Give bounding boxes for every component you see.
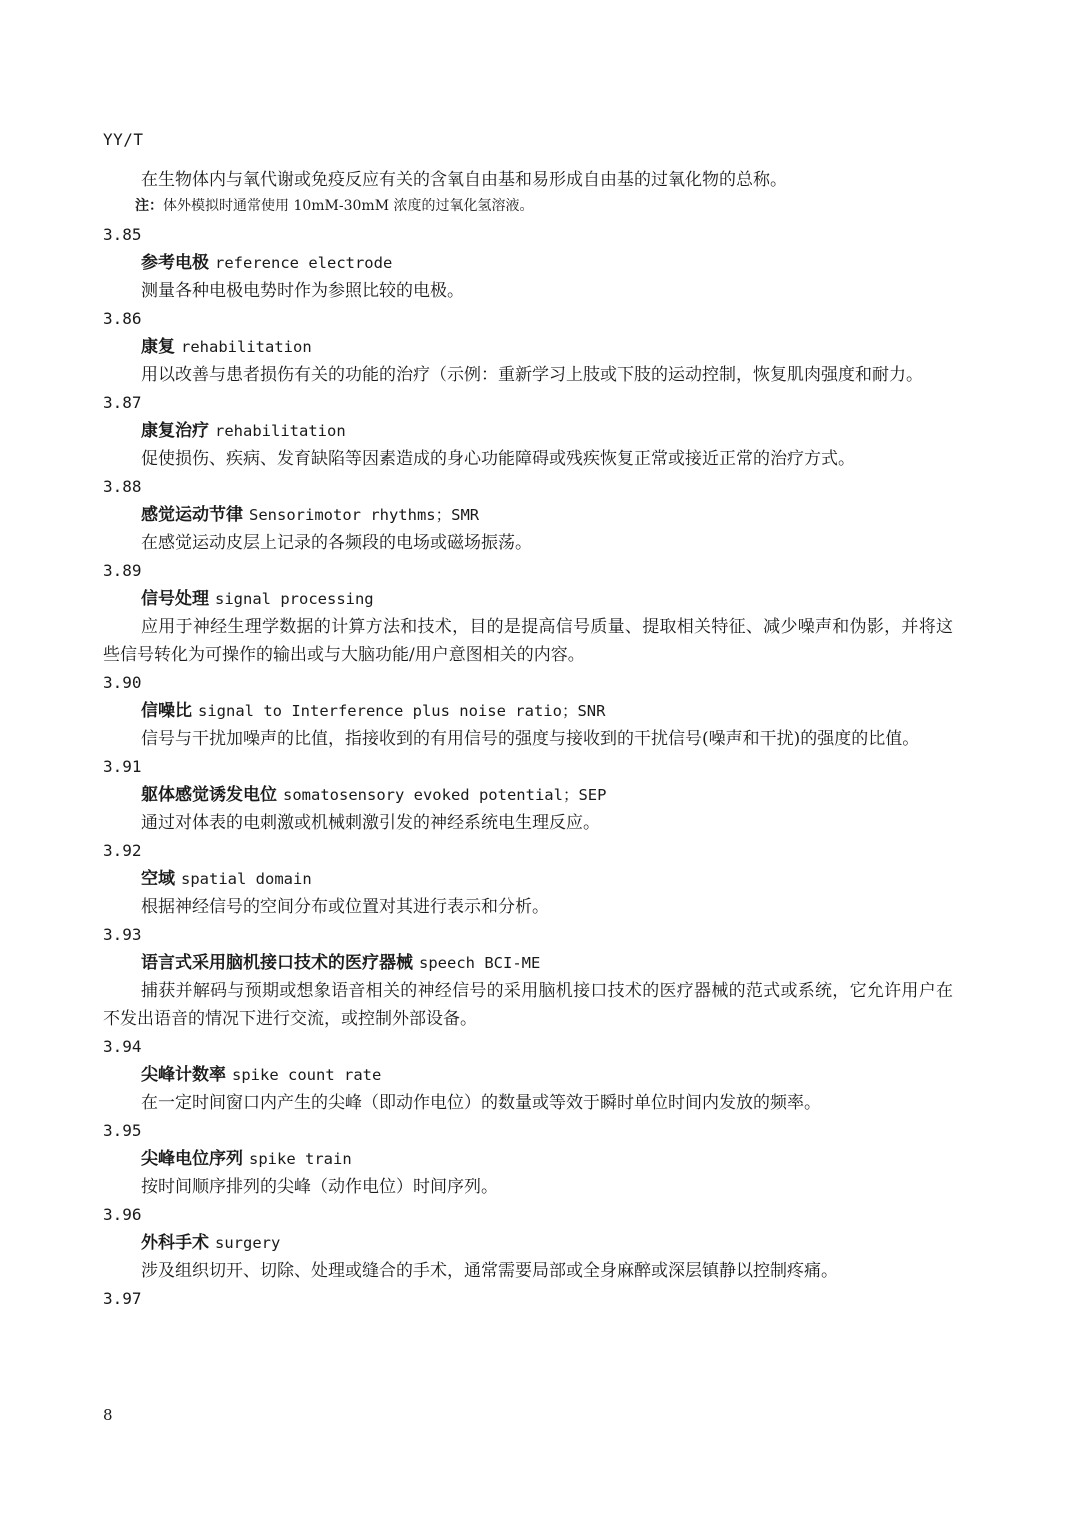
term-en: signal processing [215, 590, 374, 608]
entry-term [103, 333, 953, 361]
entry-term [103, 949, 953, 977]
entry-definition: 应用于神经生理学数据的计算方法和技术，目的是提高信号质量、提取相关特征、减少噪声和伪影，并将这些信号转化为可操作的输出或与大脑功能/用户意图相关的内容。 [103, 617, 953, 665]
entry-definition: 用以改善与患者损伤有关的功能的治疗（示例：重新学习上肢或下肢的运动控制，恢复肌肉强度和耐力。 [141, 365, 923, 385]
entry [103, 1033, 953, 1117]
entry-number: 3.95 [103, 1121, 142, 1140]
entry [103, 753, 953, 837]
term-zh: 语言式采用脑机接口技术的医疗器械 [141, 953, 413, 973]
entry [103, 221, 953, 305]
entry-number: 3.96 [103, 1205, 142, 1224]
entry [103, 389, 953, 473]
term-zh: 尖峰电位序列 [141, 1149, 243, 1169]
entry-term [103, 1061, 953, 1089]
entry [103, 921, 953, 1033]
entry-definition: 按时间顺序排列的尖峰（动作电位）时间序列。 [141, 1177, 498, 1197]
entry-definition: 信号与干扰加噪声的比值，指接收到的有用信号的强度与接收到的干扰信号(噪声和干扰)的强度的比值。 [141, 729, 920, 749]
entry-term [103, 417, 953, 445]
entry-number: 3.87 [103, 393, 142, 412]
term-en: rehabilitation [215, 422, 346, 440]
entry-term [103, 781, 953, 809]
term-en: reference electrode [215, 254, 393, 272]
term-en: Sensorimotor rhythms；SMR [249, 506, 480, 524]
note-text: 体外模拟时通常使用 10mM-30mM 浓度的过氧化氢溶液。 [163, 198, 534, 214]
term-en: rehabilitation [181, 338, 312, 356]
entry-term [103, 501, 953, 529]
term-zh: 信噪比 [141, 701, 192, 721]
entry-number: 3.92 [103, 841, 142, 860]
term-en: spike train [249, 1150, 352, 1168]
entry-definition: 通过对体表的电刺激或机械刺激引发的神经系统电生理反应。 [141, 813, 600, 833]
entry-number: 3.97 [103, 1289, 142, 1308]
entry-number: 3.93 [103, 925, 142, 944]
term-zh: 外科手术 [141, 1233, 209, 1253]
entry [103, 669, 953, 753]
term-en: signal to Interference plus noise ratio；SNR [198, 702, 606, 720]
entry-definition: 在感觉运动皮层上记录的各频段的电场或磁场振荡。 [141, 533, 532, 553]
term-zh: 空域 [141, 869, 175, 889]
term-zh: 躯体感觉诱发电位 [141, 785, 277, 805]
term-en: spike count rate [232, 1066, 382, 1084]
entry-term [103, 1229, 953, 1257]
entry-term [103, 1145, 953, 1173]
entry [103, 837, 953, 921]
entry-term [103, 697, 953, 725]
page-content [103, 166, 953, 1313]
term-en: speech BCI-ME [419, 954, 541, 972]
entry-definition: 测量各种电极电势时作为参照比较的电极。 [141, 281, 464, 301]
entry-number: 3.85 [103, 225, 142, 244]
term-zh: 尖峰计数率 [141, 1065, 226, 1085]
term-en: somatosensory evoked potential；SEP [283, 786, 607, 804]
entry-number: 3.91 [103, 757, 142, 776]
entry-number: 3.86 [103, 309, 142, 328]
entry-definition: 在一定时间窗口内产生的尖峰（即动作电位）的数量或等效于瞬时单位时间内发放的频率。 [141, 1093, 821, 1113]
term-zh: 感觉运动节律 [141, 505, 243, 525]
entry-definition: 根据神经信号的空间分布或位置对其进行表示和分析。 [141, 897, 549, 917]
entry [103, 473, 953, 557]
entry [103, 305, 953, 389]
entry [103, 1201, 953, 1285]
entry-term [103, 865, 953, 893]
note [103, 194, 953, 218]
standard-code: YY/T [103, 130, 144, 149]
term-en: spatial domain [181, 870, 312, 888]
entry-number: 3.88 [103, 477, 142, 496]
term-zh: 康复 [141, 337, 175, 357]
entry-number: 3.90 [103, 673, 142, 692]
term-zh: 信号处理 [141, 589, 209, 609]
page-number: 8 [103, 1406, 113, 1424]
entry [103, 1117, 953, 1201]
note-label: 注： [135, 198, 163, 214]
intro-paragraph: 在生物体内与氧代谢或免疫反应有关的含氧自由基和易形成自由基的过氧化物的总称。 [141, 170, 787, 190]
entry [103, 557, 953, 669]
entry-definition: 促使损伤、疾病、发育缺陷等因素造成的身心功能障碍或残疾恢复正常或接近正常的治疗方式。 [141, 449, 855, 469]
entry-definition: 捕获并解码与预期或想象语音相关的神经信号的采用脑机接口技术的医疗器械的范式或系统，它允许用户在不发出语音的情况下进行交流，或控制外部设备。 [103, 981, 953, 1029]
term-en: surgery [215, 1234, 281, 1252]
entry-term [103, 585, 953, 613]
entry-number: 3.89 [103, 561, 142, 580]
entry-term [103, 249, 953, 277]
term-zh: 康复治疗 [141, 421, 209, 441]
entry-number: 3.94 [103, 1037, 142, 1056]
entry-definition: 涉及组织切开、切除、处理或缝合的手术，通常需要局部或全身麻醉或深层镇静以控制疼痛。 [141, 1261, 838, 1281]
term-zh: 参考电极 [141, 253, 209, 273]
